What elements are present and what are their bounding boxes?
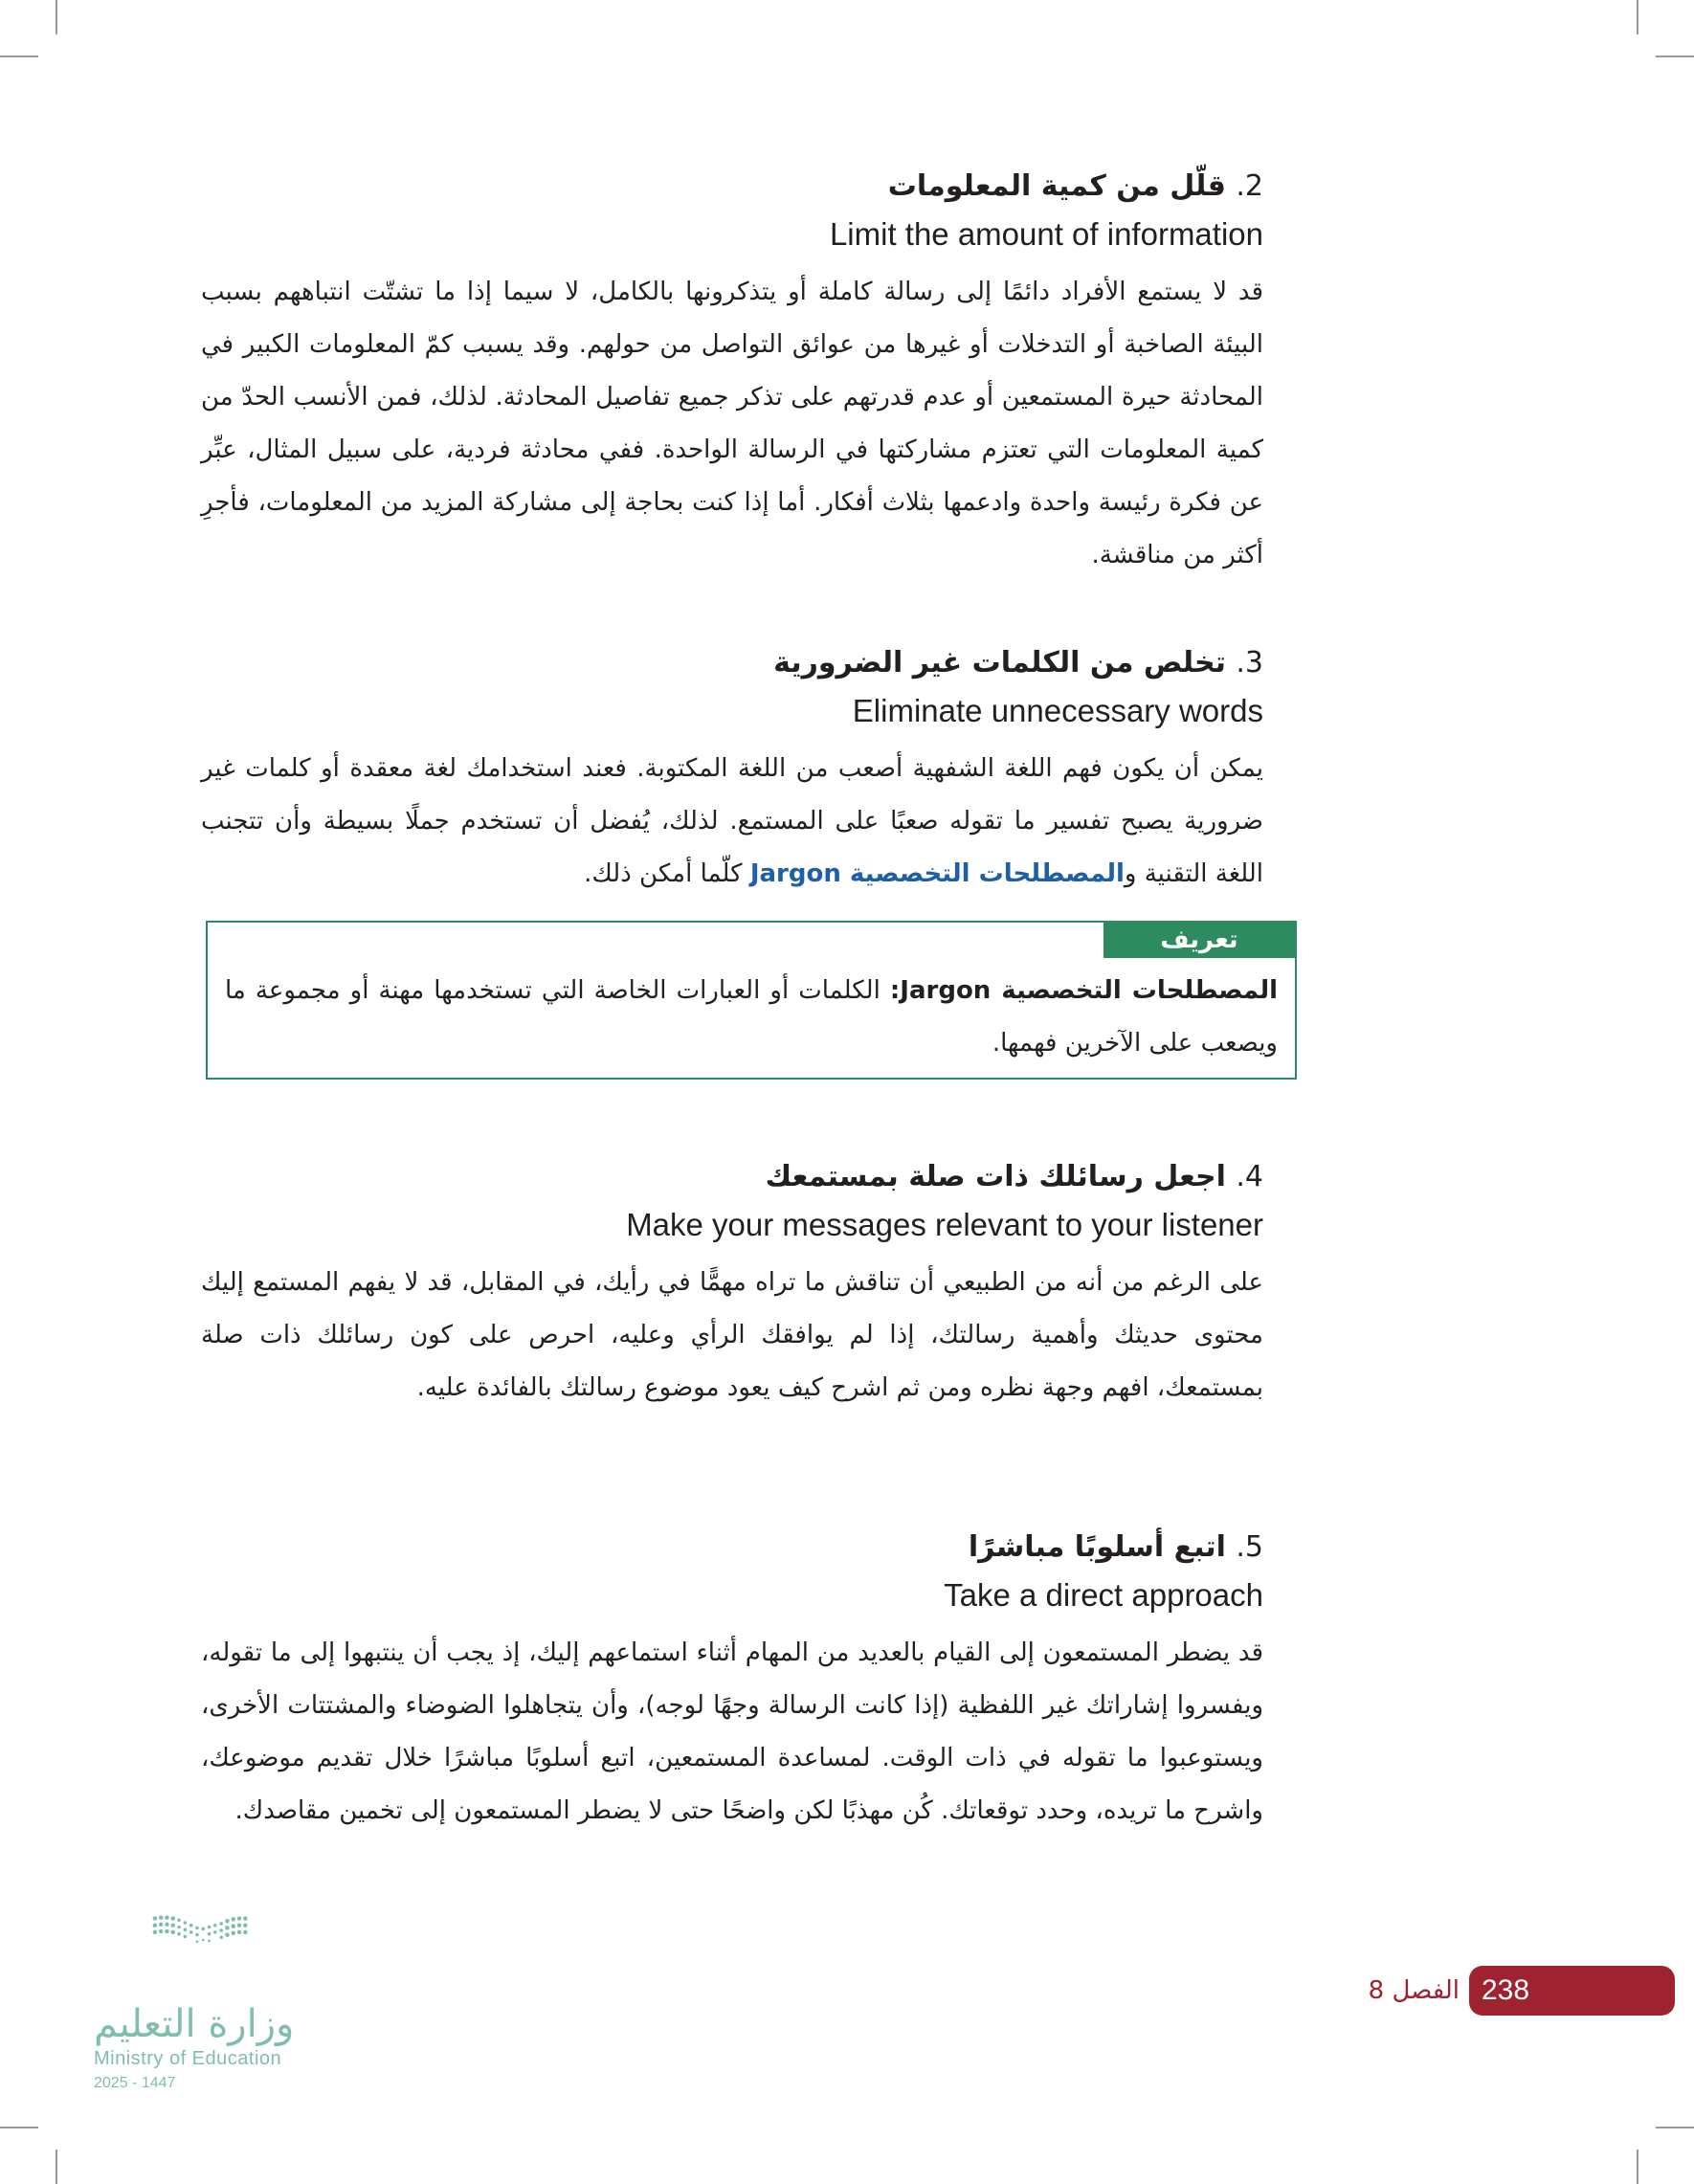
section-limit-information (201, 163, 1263, 582)
section-heading (201, 1153, 1263, 1201)
section-paragraph: قد لا يستمع الأفراد دائمًا إلى رسالة كاملة أو يتذكرونها بالكامل، لا سيما إذا ما تشتّت انتباههم بسبب البيئة الصاخبة أو التدخلات أو غيرها من عوائق التواصل من حولهم. وقد يسبب كمّ المعلومات الكبير في المحادثة حيرة المستمعين أو عدم قدرتهم على تذكر جميع تفاصيل المحادثة. لذلك، فمن الأنسب الحدّ من كمية المعلومات التي تعتزم مشاركتها في الرسالة الواحدة. ففي محادثة فردية، على سبيل المثال، عبِّر عن فكرة رئيسة واحدة وادعمها بثلاث أفكار. أما إذا كنت بحاجة إلى مشاركة المزيد من المعلومات، فأجرِ أكثر من مناقشة. (201, 278, 1263, 569)
section-title-ar: قلّل من كمية المعلومات (887, 169, 1226, 203)
section-heading (201, 639, 1263, 687)
section-title-ar: اتبع أسلوبًا مباشرًا (968, 1530, 1226, 1564)
definition-box (206, 921, 1297, 1080)
section-relevant-messages (201, 1153, 1263, 1415)
crop-mark (1637, 2150, 1638, 2184)
section-number: 2. (1236, 169, 1263, 203)
section-title-en: Limit the amount of information (829, 216, 1263, 252)
section-number: 5. (1236, 1530, 1263, 1564)
definition-tag: تعريف (1103, 923, 1295, 958)
section-direct-approach (201, 1524, 1263, 1838)
ministry-year: 2025 - 1447 (94, 2075, 176, 2091)
paragraph-text: كلّما أمكن ذلك. (584, 859, 750, 888)
crop-mark (56, 0, 57, 34)
section-title-en: Take a direct approach (944, 1577, 1263, 1613)
section-paragraph: قد يضطر المستمعون إلى القيام بالعديد من المهام أثناء استماعهم إليك، إذ يجب أن ينتبهوا إلى ما تقوله، ويفسروا إشاراتك غير اللفظية (إذا كانت الرسالة وجهًا لوجه)، وأن يتجاهلوا الضوضاء والمشتتات الأخرى، ويستوعبوا ما تقوله في ذات الوقت. لمساعدة المستمعين، اتبع أسلوبًا مباشرًا خلال تقديم موضوعك، واشرح ما تريده، وحدد توقعاتك. كُن مهذبًا لكن واضحًا حتى لا يضطر المستمعون إلى تخمين مقاصدك. (201, 1638, 1263, 1825)
section-number: 3. (1236, 646, 1263, 680)
crop-mark (0, 2127, 38, 2128)
crop-mark (1656, 2127, 1694, 2128)
page-number: 238 (1481, 1974, 1530, 2006)
definition-text (225, 965, 1278, 1070)
crop-mark (56, 2150, 57, 2184)
section-eliminate-words (201, 639, 1263, 901)
section-title-ar: اجعل رسائلك ذات صلة بمستمعك (765, 1160, 1226, 1193)
section-title-en: Eliminate unnecessary words (852, 693, 1263, 728)
section-heading (201, 1524, 1263, 1571)
jargon-term-link[interactable]: المصطلحات التخصصية Jargon (749, 859, 1125, 888)
crop-mark (1656, 56, 1694, 57)
section-title-en: Make your messages relevant to your listener (626, 1207, 1263, 1242)
section-paragraph (201, 743, 1263, 901)
ministry-name-en: Ministry of Education (94, 2048, 282, 2069)
crop-mark (1637, 0, 1638, 34)
ministry-logo-icon (91, 1914, 311, 2000)
section-number: 4. (1236, 1160, 1263, 1193)
section-title-ar: تخلص من الكلمات غير الضرورية (773, 646, 1226, 680)
chapter-label: الفصل 8 (1368, 1976, 1460, 2005)
section-heading (201, 163, 1263, 211)
definition-body: الكلمات أو العبارات الخاصة التي تستخدمها مهنة أو مجموعة ما ويصعب على الآخرين فهمها. (225, 976, 1278, 1058)
crop-mark (0, 56, 38, 57)
section-paragraph: على الرغم من أنه من الطبيعي أن تناقش ما تراه مهمًّا في رأيك، في المقابل، قد لا يفهم المستمع إليك محتوى حديثك وأهمية رسالتك، إذا لم يوافقك الرأي وعليه، احرص على كون رسائلك ذات صلة بمستمعك، افهم وجهة نظره ومن ثم اشرح كيف يعود موضوع رسالتك بالفائدة عليه. (201, 1268, 1263, 1402)
paragraph-text: يمكن أن يكون فهم اللغة الشفهية أصعب من اللغة المكتوبة. فعند استخدامك لغة معقدة أو كلمات غير ضرورية يصبح تفسير ما تقوله صعبًا على المستمع. لذلك، يُفضل أن تستخدم جملًا بسيطة وأن تتجنب اللغة التقنية و (201, 754, 1263, 888)
definition-term: المصطلحات التخصصية Jargon: (889, 976, 1279, 1005)
ministry-name-ar: وزارة التعليم (94, 2002, 295, 2046)
